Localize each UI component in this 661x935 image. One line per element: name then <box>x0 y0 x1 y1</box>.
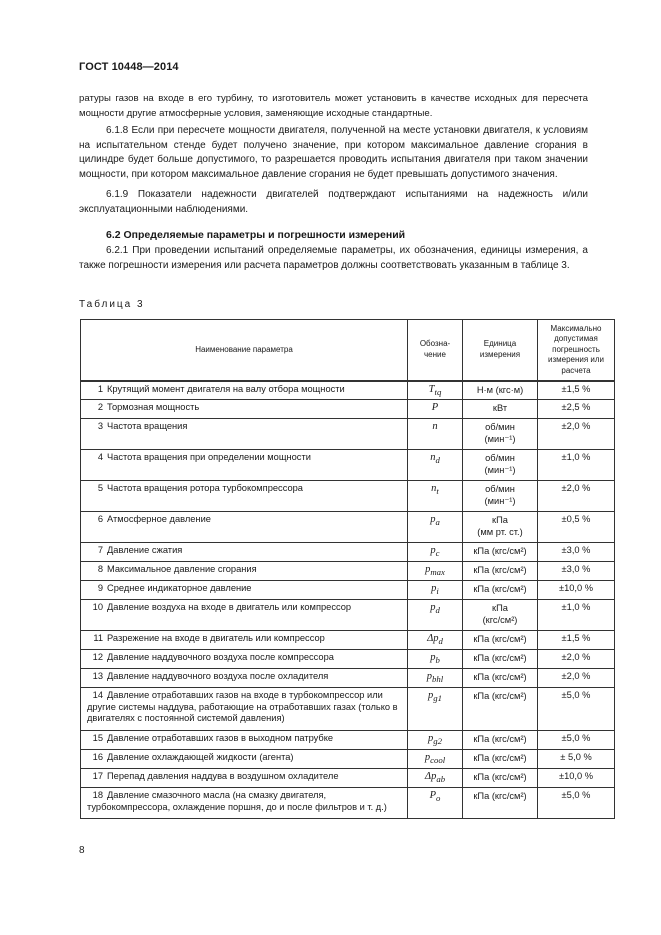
param-error: ±2,0 % <box>538 419 615 450</box>
param-name-cell <box>81 788 408 819</box>
table-row <box>81 581 615 600</box>
param-unit: кПа (кгс/см²) <box>473 565 527 575</box>
param-symbol-cell <box>408 769 463 788</box>
param-error: ± 5,0 % <box>538 750 615 769</box>
param-error: ±1,0 % <box>538 600 615 631</box>
param-symbol-subscript: tq <box>434 386 442 397</box>
param-name-cell <box>81 650 408 669</box>
row-number: 16 <box>92 752 103 762</box>
param-symbol: p <box>430 545 436 556</box>
param-unit-cell <box>463 543 538 562</box>
param-symbol-subscript: d <box>438 636 443 647</box>
row-number: 2 <box>97 402 103 412</box>
param-name-cell <box>81 688 408 731</box>
param-error: ±3,0 % <box>538 543 615 562</box>
param-unit: об/мин <box>485 484 515 494</box>
row-number: 10 <box>92 602 103 612</box>
param-name: Частота вращения <box>107 421 188 431</box>
param-name-cell <box>81 669 408 688</box>
param-unit-cell <box>463 688 538 731</box>
row-number: 7 <box>97 545 103 555</box>
param-name-cell <box>81 481 408 512</box>
param-unit-cell <box>463 562 538 581</box>
param-symbol: p <box>424 752 431 763</box>
param-error: ±2,0 % <box>538 481 615 512</box>
param-unit-cell <box>463 600 538 631</box>
param-unit: кПа (кгс/см²) <box>473 634 527 644</box>
param-error: ±10,0 % <box>538 769 615 788</box>
param-symbol-cell <box>408 669 463 688</box>
param-unit-cell <box>463 631 538 650</box>
row-number: 6 <box>97 514 103 524</box>
table-row <box>81 450 615 481</box>
param-name: Крутящий момент двигателя на валу отбора мощности <box>107 383 345 394</box>
param-name: Разрежение на входе в двигатель или компрессор <box>107 633 325 643</box>
header-unit: Единица измерения <box>463 320 538 381</box>
row-number: 9 <box>97 583 103 593</box>
param-symbol-subscript: bhl <box>432 674 444 685</box>
param-error: ±2,0 % <box>538 669 615 688</box>
table-row <box>81 788 615 819</box>
param-unit-cell <box>463 750 538 769</box>
param-name-cell <box>81 631 408 650</box>
parameters-table <box>80 319 615 819</box>
table-caption: Таблица 3 <box>79 299 145 310</box>
param-name-cell <box>81 543 408 562</box>
param-name: Максимальное давление сгорания <box>107 564 257 574</box>
param-unit: Н·м (кгс·м) <box>476 384 524 395</box>
param-name: Давление смазочного масла (на смазку двигателя, турбокомпрессора, охлаждение поршня, до и после фильтров и т. д.) <box>87 790 387 812</box>
table-row <box>81 400 615 419</box>
table-body <box>81 381 615 819</box>
param-unit-secondary: (мин⁻¹) <box>484 465 516 475</box>
param-name: Давление отработавших газов в выходном патрубке <box>107 733 334 743</box>
table-row <box>81 769 615 788</box>
param-unit-cell <box>463 650 538 669</box>
param-name-cell <box>81 381 408 400</box>
param-name: Среднее индикаторное давление <box>107 583 252 593</box>
param-unit: кПа (кгс/см²) <box>473 691 527 701</box>
param-name-cell <box>81 600 408 631</box>
row-number: 17 <box>92 771 103 781</box>
table-row <box>81 669 615 688</box>
param-error: ±5,0 % <box>538 731 615 750</box>
header-symbol: Обозна-чение <box>408 320 463 381</box>
row-number: 15 <box>92 733 103 743</box>
param-error: ±10,0 % <box>538 581 615 600</box>
param-symbol: p <box>428 690 434 701</box>
param-symbol-subscript: t <box>436 486 439 497</box>
row-number: 12 <box>92 652 103 662</box>
param-symbol-subscript: a <box>435 517 440 528</box>
param-unit-cell <box>463 581 538 600</box>
param-symbol-cell <box>408 543 463 562</box>
param-unit: кПа (кгс/см²) <box>473 734 527 744</box>
param-unit: кПа (кгс/см²) <box>473 546 527 556</box>
param-symbol: P <box>431 402 439 413</box>
param-error: ±5,0 % <box>538 788 615 819</box>
param-name: Давление охлаждающей жидкости (агента) <box>107 752 294 762</box>
document-header: ГОСТ 10448—2014 <box>79 61 179 73</box>
table-row <box>81 688 615 731</box>
param-unit-cell <box>463 381 538 400</box>
param-name-cell <box>81 450 408 481</box>
row-number: 8 <box>97 564 103 574</box>
param-error: ±5,0 % <box>538 688 615 731</box>
param-error: ±1,0 % <box>538 450 615 481</box>
param-error: ±2,0 % <box>538 650 615 669</box>
section-title: 6.2 Определяемые параметры и погрешности измерений <box>106 229 406 241</box>
row-number: 1 <box>97 383 103 394</box>
param-symbol-subscript: c <box>435 548 440 559</box>
intro-paragraph: ратуры газов на входе в его турбину, то изготовитель может установить в качестве исходных для пересчета мощности другие атмосферные условия, заменяющие исходные стандартные. <box>79 93 588 119</box>
param-name-cell <box>81 750 408 769</box>
param-symbol-subscript: o <box>436 793 441 804</box>
paragraph-6-1-8: 6.1.8 Если при пересчете мощности двигателя, полученной на месте установки двигателя, к условиям на испытательном стенде будет получено значение, при котором максимальное давление сгорания в цилиндре будет больше допустимого, то разрешается проводить испытания двигателя при таком значении мощности, при котором максимальное давление сгорания не будет превышать допустимого значения. <box>79 125 588 180</box>
param-symbol-cell <box>408 631 463 650</box>
paragraph-6-1-9: 6.1.9 Показатели надежности двигателей подтверждают испытаниями на надежность и/или эксплуатационными наблюдениями. <box>79 189 588 215</box>
param-unit-secondary: (мм рт. ст.) <box>477 527 523 537</box>
table-row <box>81 381 615 400</box>
param-symbol-cell <box>408 581 463 600</box>
param-unit: кПа (кгс/см²) <box>473 772 527 782</box>
paragraph-6-2-1: 6.2.1 При проведении испытаний определяемые параметры, их обозначения, единицы измерения, а также погрешности измерения или расчета параметров должны соответствовать указанным в таблице 3. <box>79 245 588 271</box>
param-error: ±2,5 % <box>538 400 615 419</box>
page-number: 8 <box>79 845 85 856</box>
param-name-cell <box>81 419 408 450</box>
param-name-cell <box>81 562 408 581</box>
param-error: ±0,5 % <box>538 512 615 543</box>
param-symbol: p <box>430 652 436 663</box>
param-symbol-subscript: b <box>435 655 440 666</box>
row-number: 18 <box>92 790 103 800</box>
param-unit-secondary: (мин⁻¹) <box>484 496 516 506</box>
table-row <box>81 600 615 631</box>
param-symbol-cell <box>408 731 463 750</box>
param-symbol: n <box>432 421 438 432</box>
param-unit-secondary: (кгс/см²) <box>482 615 518 625</box>
param-name-cell <box>81 512 408 543</box>
param-symbol-cell <box>408 512 463 543</box>
param-symbol: n <box>430 452 436 463</box>
param-unit-cell <box>463 419 538 450</box>
table-row <box>81 731 615 750</box>
row-number: 13 <box>92 671 103 681</box>
table-row <box>81 650 615 669</box>
param-unit-cell <box>463 481 538 512</box>
param-name-cell <box>81 581 408 600</box>
header-error: Максимально допустимая погрешность измерения или расчета <box>538 320 615 381</box>
header-name: Наименование параметра <box>81 320 408 381</box>
param-symbol: p <box>430 602 436 613</box>
param-symbol-subscript: ab <box>436 774 446 785</box>
param-unit: кВт <box>492 403 508 413</box>
param-symbol-subscript: max <box>430 567 445 578</box>
param-symbol-cell <box>408 419 463 450</box>
param-symbol-subscript: g1 <box>433 693 442 704</box>
param-unit-secondary: (мин⁻¹) <box>484 434 516 444</box>
param-symbol-cell <box>408 381 463 400</box>
param-unit: кПа (кгс/см²) <box>473 672 527 682</box>
param-unit-cell <box>463 512 538 543</box>
param-symbol-cell <box>408 788 463 819</box>
param-unit: об/мин <box>485 422 515 432</box>
param-unit: кПа (кгс/см²) <box>473 653 527 663</box>
param-error: ±1,5 % <box>538 631 615 650</box>
param-unit-cell <box>463 788 538 819</box>
table-row <box>81 750 615 769</box>
param-name: Давление сжатия <box>107 545 183 555</box>
param-name: Давление наддувочного воздуха после охладителя <box>107 671 329 681</box>
table-row <box>81 512 615 543</box>
param-name: Частота вращения при определении мощности <box>107 452 311 462</box>
param-symbol-subscript: g2 <box>433 736 442 747</box>
table-row <box>81 543 615 562</box>
param-name: Давление воздуха на входе в двигатель или компрессор <box>107 602 352 612</box>
param-symbol: p <box>431 583 437 594</box>
param-name: Давление отработавших газов на входе в турбокомпрессор или другие системы наддува, работающие на отработавших газах (только в двигателях с постоянной системой давления) <box>87 690 398 723</box>
param-symbol: Δp <box>427 633 439 644</box>
param-symbol: T <box>428 383 435 395</box>
param-symbol-subscript: d <box>435 605 440 616</box>
param-name: Частота вращения ротора турбокомпрессора <box>107 483 303 493</box>
param-symbol: p <box>428 733 434 744</box>
param-name-cell <box>81 769 408 788</box>
param-symbol: p <box>425 564 431 575</box>
param-symbol-cell <box>408 400 463 419</box>
param-name: Тормозная мощность <box>107 402 200 412</box>
param-unit: кПа (кгс/см²) <box>473 753 527 763</box>
param-symbol-cell <box>408 481 463 512</box>
param-symbol: P <box>429 790 437 801</box>
param-symbol: Δp <box>424 771 437 782</box>
param-symbol-cell <box>408 600 463 631</box>
param-unit: об/мин <box>485 453 515 463</box>
param-symbol-subscript: cool <box>430 755 446 766</box>
param-error: ±1,5 % <box>538 381 615 400</box>
param-name-cell <box>81 400 408 419</box>
param-symbol-subscript: d <box>435 455 440 466</box>
table-row <box>81 562 615 581</box>
param-unit-cell <box>463 769 538 788</box>
row-number: 5 <box>97 483 103 493</box>
param-unit-cell <box>463 400 538 419</box>
param-name: Перепад давления наддува в воздушном охладителе <box>107 771 339 781</box>
param-symbol-cell <box>408 562 463 581</box>
param-name: Атмосферное давление <box>107 514 211 524</box>
row-number: 14 <box>92 690 103 700</box>
table-row <box>81 481 615 512</box>
row-number: 11 <box>93 633 103 643</box>
param-error: ±3,0 % <box>538 562 615 581</box>
param-unit-cell <box>463 669 538 688</box>
param-symbol: n <box>431 483 437 494</box>
param-symbol-cell <box>408 688 463 731</box>
param-name: Давление наддувочного воздуха после компрессора <box>107 652 334 662</box>
param-symbol: p <box>426 671 433 682</box>
row-number: 3 <box>97 421 103 431</box>
param-symbol: p <box>430 514 436 525</box>
param-symbol-cell <box>408 750 463 769</box>
table-row <box>81 419 615 450</box>
param-unit-cell <box>463 450 538 481</box>
param-symbol-cell <box>408 450 463 481</box>
param-name-cell <box>81 731 408 750</box>
param-unit: кПа (кгс/см²) <box>473 791 527 801</box>
param-symbol-cell <box>408 650 463 669</box>
table-row <box>81 631 615 650</box>
param-unit-cell <box>463 731 538 750</box>
param-unit: кПа (кгс/см²) <box>473 584 527 594</box>
row-number: 4 <box>97 452 103 462</box>
param-unit: кПа <box>492 515 508 525</box>
param-symbol-subscript: i <box>436 586 439 597</box>
param-unit: кПа <box>492 603 508 613</box>
